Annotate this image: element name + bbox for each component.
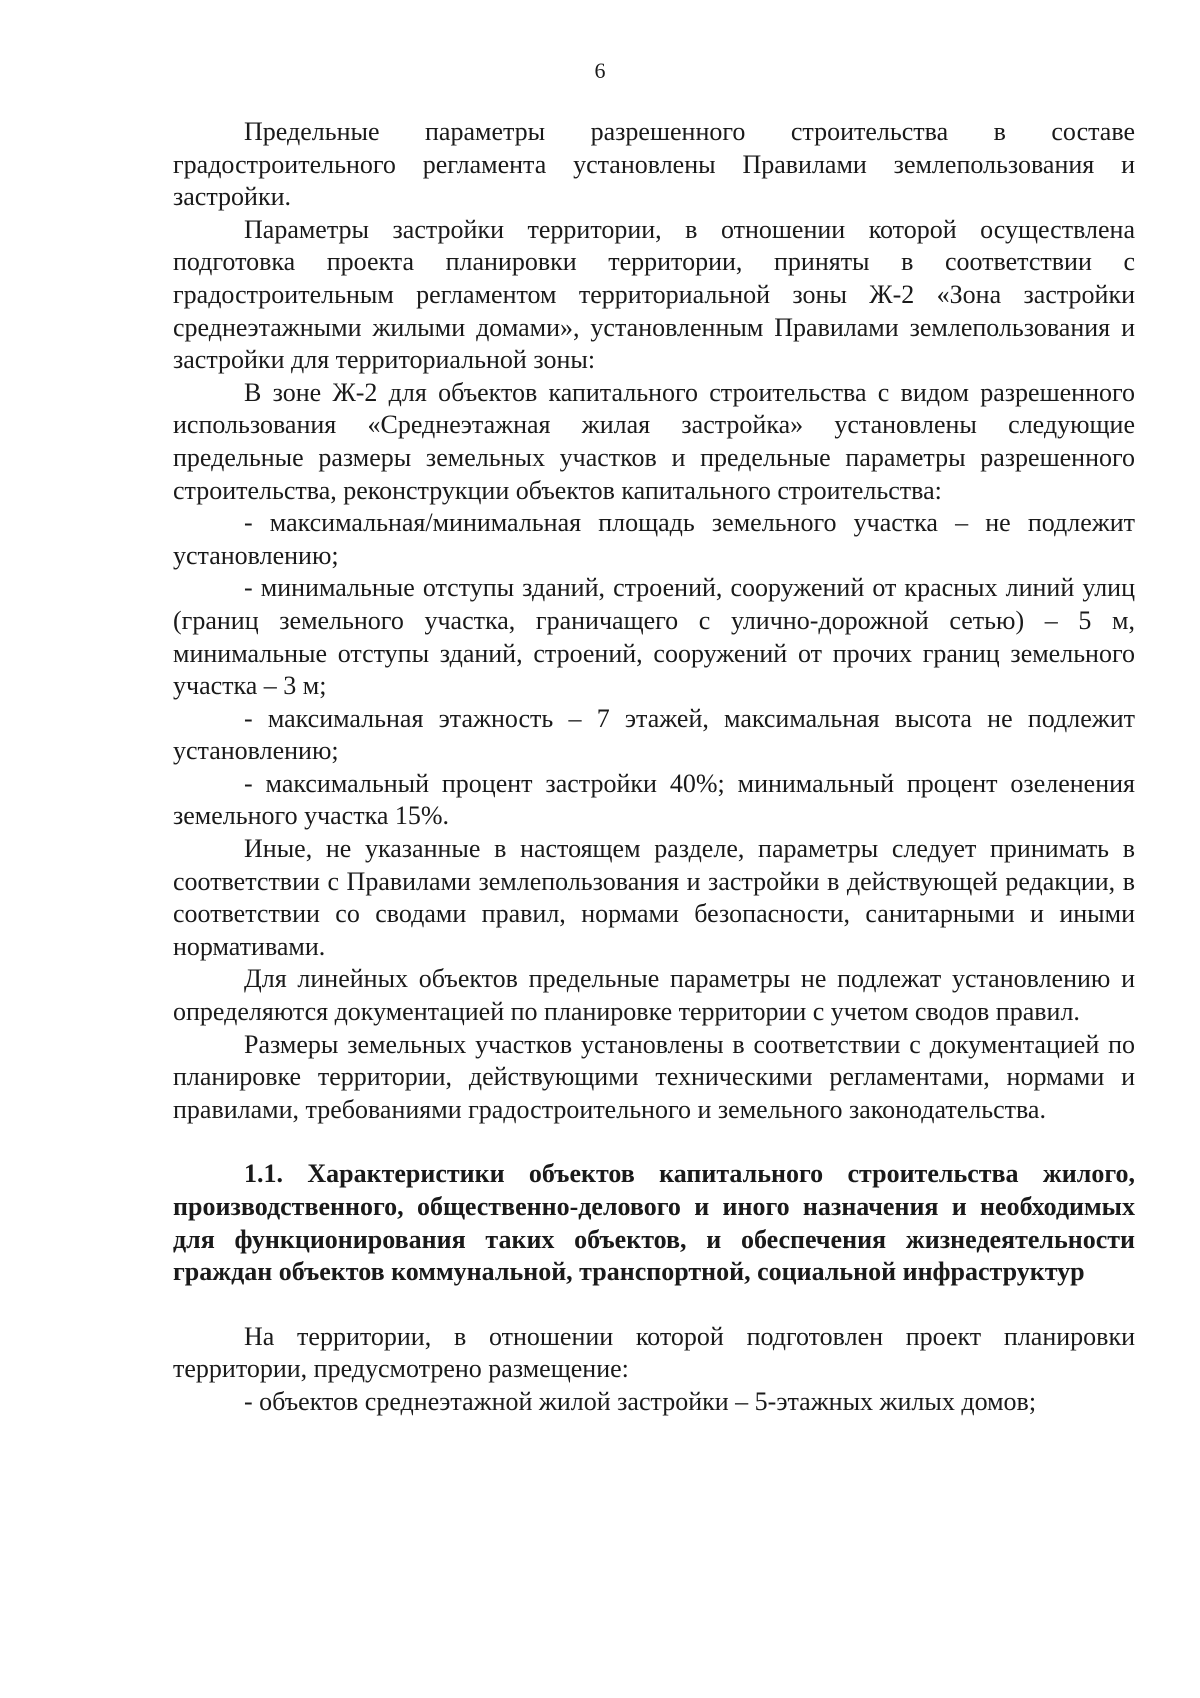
paragraph-limit-parameters: Предельные параметры разрешенного строительства в составе градостроительного регламента установлены Правилами землепользования и застройки. <box>173 117 1135 212</box>
paragraph-linear-objects: Для линейных объектов предельные параметры не подлежат установлению и определяются документацией по планировке территории с учетом сводов правил. <box>173 964 1135 1027</box>
paragraph-other-parameters: Иные, не указанные в настоящем разделе, параметры следует принимать в соответствии с Правилами землепользования и застройки в действующей редакции, в соответствии со сводами правил, нормами безопасности, санитарными и иными нормативами. <box>173 834 1135 961</box>
page-number: 6 <box>594 58 606 83</box>
section-heading: 1.1. Характеристики объектов капитального строительства жилого, производственного, общественно-делового и иного назначения и необходимых для функционирования таких объектов, и обеспечения жизнедеятельности граждан объектов коммунальной, транспортной, социальной инфраструктур <box>173 1159 1135 1287</box>
document-body <box>173 116 1135 1419</box>
list-item-residential: - объектов среднеэтажной жилой застройки – 5-этажных жилых домов; <box>244 1386 1037 1416</box>
paragraph-placement: На территории, в отношении которой подготовлен проект планировки территории, предусмотрено размещение: <box>173 1321 1135 1384</box>
paragraph-zone-parameters: Параметры застройки территории, в отношении которой осуществлена подготовка проекта планировки территории, приняты в соответствии с градостроительным регламентом территориальной зоны Ж-2 «Зона застройки среднеэтажными жилыми домами», установленным Правилами землепользования и застройки для территориальной зоны: <box>173 214 1135 375</box>
list-item-building-percent: - максимальный процент застройки 40%; минимальный процент озеленения земельного участка 15%. <box>173 768 1135 831</box>
paragraph-plot-sizes: Размеры земельных участков установлены в соответствии с документацией по планировке территории, действующими техническими регламентами, нормами и правилами, требованиями градостроительного и земельного законодательства. <box>173 1029 1135 1124</box>
list-item-plot-area: - максимальная/минимальная площадь земельного участка – не подлежит установлению; <box>173 508 1135 570</box>
list-item-setbacks: - минимальные отступы зданий, строений, сооружений от красных линий улиц (границ земельного участка, граничащего с улично-дорожной сетью) – 5 м, минимальные отступы зданий, строений, сооружений от прочих границ земельного участка – 3 м; <box>173 573 1135 701</box>
list-item-storeys: - максимальная этажность – 7 этажей, максимальная высота не подлежит установлению; <box>173 703 1135 766</box>
paragraph-zone-zh2: В зоне Ж-2 для объектов капитального строительства с видом разрешенного использования «Среднеэтажная жилая застройка» установлены следующие предельные размеры земельных участков и предельные параметры разрешенного строительства, реконструкции объектов капитального строительства: <box>173 377 1135 505</box>
